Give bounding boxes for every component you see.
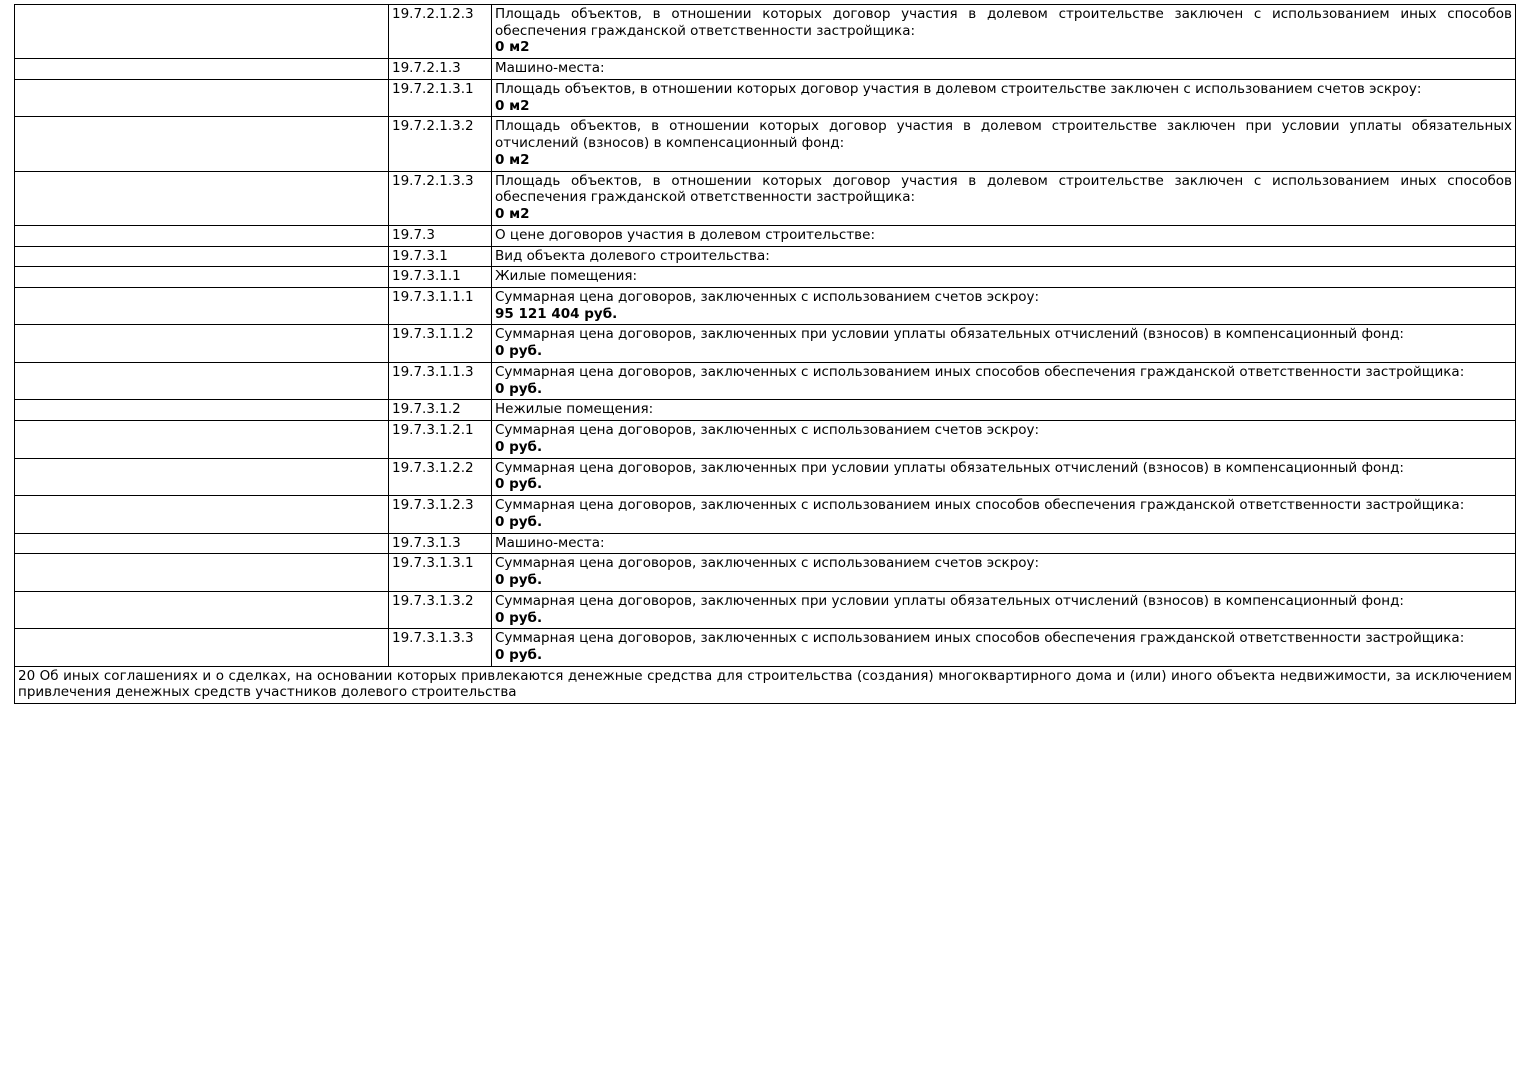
row-value: 0 руб. <box>495 380 543 397</box>
row-code: 19.7.3.1.3.1 <box>389 554 492 591</box>
row-code: 19.7.3 <box>389 225 492 246</box>
row-label: Площадь объектов, в отношении которых договор участия в долевом строительстве заключен при условии уплаты обязательных отчислений (взносов) в компенсационный фонд: <box>495 118 1512 152</box>
row-label: Машино-места: <box>495 534 605 551</box>
row-code: 19.7.3.1.2.2 <box>389 458 492 495</box>
row-code: 19.7.3.1.2.1 <box>389 421 492 458</box>
row-value: 0 руб. <box>495 572 543 589</box>
table-row <box>15 458 1516 495</box>
row-code: 19.7.2.1.3.1 <box>389 79 492 116</box>
table-row <box>15 79 1516 116</box>
left-empty-cell <box>15 5 389 59</box>
row-code: 19.7.3.1 <box>389 246 492 267</box>
row-code: 19.7.2.1.3 <box>389 59 492 80</box>
row-label: Суммарная цена договоров, заключенных с использованием счетов эскроу: <box>495 422 1040 439</box>
row-content <box>492 496 1516 533</box>
table-row <box>15 5 1516 59</box>
left-empty-cell <box>15 629 389 666</box>
left-empty-cell <box>15 171 389 225</box>
section-heading: 20 Об иных соглашениях и о сделках, на основании которых привлекаются денежные средства для строительства (создания) многоквартирного дома и (или) иного объекта недвижимости, за исключением привлечения денежных средств участников долевого строительства <box>15 666 1516 703</box>
left-empty-cell <box>15 554 389 591</box>
row-label: Суммарная цена договоров, заключенных с использованием иных способов обеспечения гражданской ответственности застройщика: <box>495 363 1465 380</box>
row-label: Суммарная цена договоров, заключенных при условии уплаты обязательных отчислений (взносов) в компенсационный фонд: <box>495 459 1404 476</box>
table-row <box>15 171 1516 225</box>
row-code: 19.7.3.1.3.3 <box>389 629 492 666</box>
row-label: Суммарная цена договоров, заключенных с использованием счетов эскроу: <box>495 289 1040 306</box>
row-content <box>492 554 1516 591</box>
row-content <box>492 458 1516 495</box>
row-label: Суммарная цена договоров, заключенных с использованием иных способов обеспечения гражданской ответственности застройщика: <box>495 497 1465 514</box>
row-value: 0 м2 <box>495 206 530 223</box>
row-label: Вид объекта долевого строительства: <box>495 247 770 264</box>
table-row <box>15 421 1516 458</box>
left-empty-cell <box>15 59 389 80</box>
row-content <box>492 171 1516 225</box>
table-row <box>15 246 1516 267</box>
table-row <box>15 362 1516 399</box>
row-value: 0 руб. <box>495 513 543 530</box>
left-empty-cell <box>15 288 389 325</box>
row-value: 0 руб. <box>495 646 543 663</box>
row-content <box>492 225 1516 246</box>
row-code: 19.7.3.1.2 <box>389 400 492 421</box>
table-row <box>15 533 1516 554</box>
row-content <box>492 79 1516 116</box>
row-content <box>492 629 1516 666</box>
left-empty-cell <box>15 246 389 267</box>
table-row <box>15 325 1516 362</box>
row-value: 0 руб. <box>495 438 543 455</box>
row-label: Суммарная цена договоров, заключенных при условии уплаты обязательных отчислений (взносов) в компенсационный фонд: <box>495 326 1404 343</box>
row-label: О цене договоров участия в долевом строительстве: <box>495 226 875 243</box>
left-empty-cell <box>15 267 389 288</box>
left-empty-cell <box>15 117 389 171</box>
row-content <box>492 117 1516 171</box>
row-content <box>492 288 1516 325</box>
row-content <box>492 533 1516 554</box>
left-empty-cell <box>15 362 389 399</box>
table-row <box>15 591 1516 628</box>
table-row <box>15 59 1516 80</box>
row-value: 95 121 404 руб. <box>495 305 618 322</box>
row-content <box>492 591 1516 628</box>
row-code: 19.7.3.1.1.2 <box>389 325 492 362</box>
declaration-table <box>14 4 1516 704</box>
left-empty-cell <box>15 458 389 495</box>
row-label: Машино-места: <box>495 60 605 77</box>
section-row <box>15 666 1516 703</box>
table-row <box>15 629 1516 666</box>
table-row <box>15 288 1516 325</box>
left-empty-cell <box>15 225 389 246</box>
row-value: 0 м2 <box>495 151 530 168</box>
row-content <box>492 59 1516 80</box>
row-label: Нежилые помещения: <box>495 401 654 418</box>
row-content <box>492 421 1516 458</box>
row-code: 19.7.3.1.1.3 <box>389 362 492 399</box>
row-value: 0 руб. <box>495 476 543 493</box>
row-label: Площадь объектов, в отношении которых договор участия в долевом строительстве заключен с использованием счетов эскроу: <box>495 80 1422 97</box>
table-row <box>15 400 1516 421</box>
row-code: 19.7.3.1.1.1 <box>389 288 492 325</box>
row-value: 0 руб. <box>495 609 543 626</box>
row-code: 19.7.2.1.2.3 <box>389 5 492 59</box>
row-code: 19.7.3.1.2.3 <box>389 496 492 533</box>
row-label: Площадь объектов, в отношении которых договор участия в долевом строительстве заключен с использованием иных способов обеспечения гражданской ответственности застройщика: <box>495 172 1512 206</box>
row-content <box>492 246 1516 267</box>
row-value: 0 руб. <box>495 343 543 360</box>
row-label: Суммарная цена договоров, заключенных с использованием иных способов обеспечения гражданской ответственности застройщика: <box>495 630 1465 647</box>
left-empty-cell <box>15 79 389 116</box>
table-body <box>15 5 1516 704</box>
row-code: 19.7.2.1.3.3 <box>389 171 492 225</box>
row-value: 0 м2 <box>495 97 530 114</box>
table-row <box>15 554 1516 591</box>
table-row <box>15 496 1516 533</box>
left-empty-cell <box>15 325 389 362</box>
row-content <box>492 5 1516 59</box>
row-code: 19.7.3.1.1 <box>389 267 492 288</box>
row-code: 19.7.3.1.3 <box>389 533 492 554</box>
table-row <box>15 225 1516 246</box>
row-content <box>492 400 1516 421</box>
left-empty-cell <box>15 591 389 628</box>
row-content <box>492 325 1516 362</box>
left-empty-cell <box>15 421 389 458</box>
left-empty-cell <box>15 533 389 554</box>
left-empty-cell <box>15 496 389 533</box>
row-label: Суммарная цена договоров, заключенных при условии уплаты обязательных отчислений (взносов) в компенсационный фонд: <box>495 592 1404 609</box>
row-value: 0 м2 <box>495 39 530 56</box>
row-code: 19.7.2.1.3.2 <box>389 117 492 171</box>
row-label: Площадь объектов, в отношении которых договор участия в долевом строительстве заключен с использованием иных способов обеспечения гражданской ответственности застройщика: <box>495 6 1512 39</box>
row-code: 19.7.3.1.3.2 <box>389 591 492 628</box>
table-row <box>15 267 1516 288</box>
left-empty-cell <box>15 400 389 421</box>
row-content <box>492 267 1516 288</box>
row-content <box>492 362 1516 399</box>
table-row <box>15 117 1516 171</box>
row-label: Жилые помещения: <box>495 268 638 285</box>
row-label: Суммарная цена договоров, заключенных с использованием счетов эскроу: <box>495 555 1040 572</box>
